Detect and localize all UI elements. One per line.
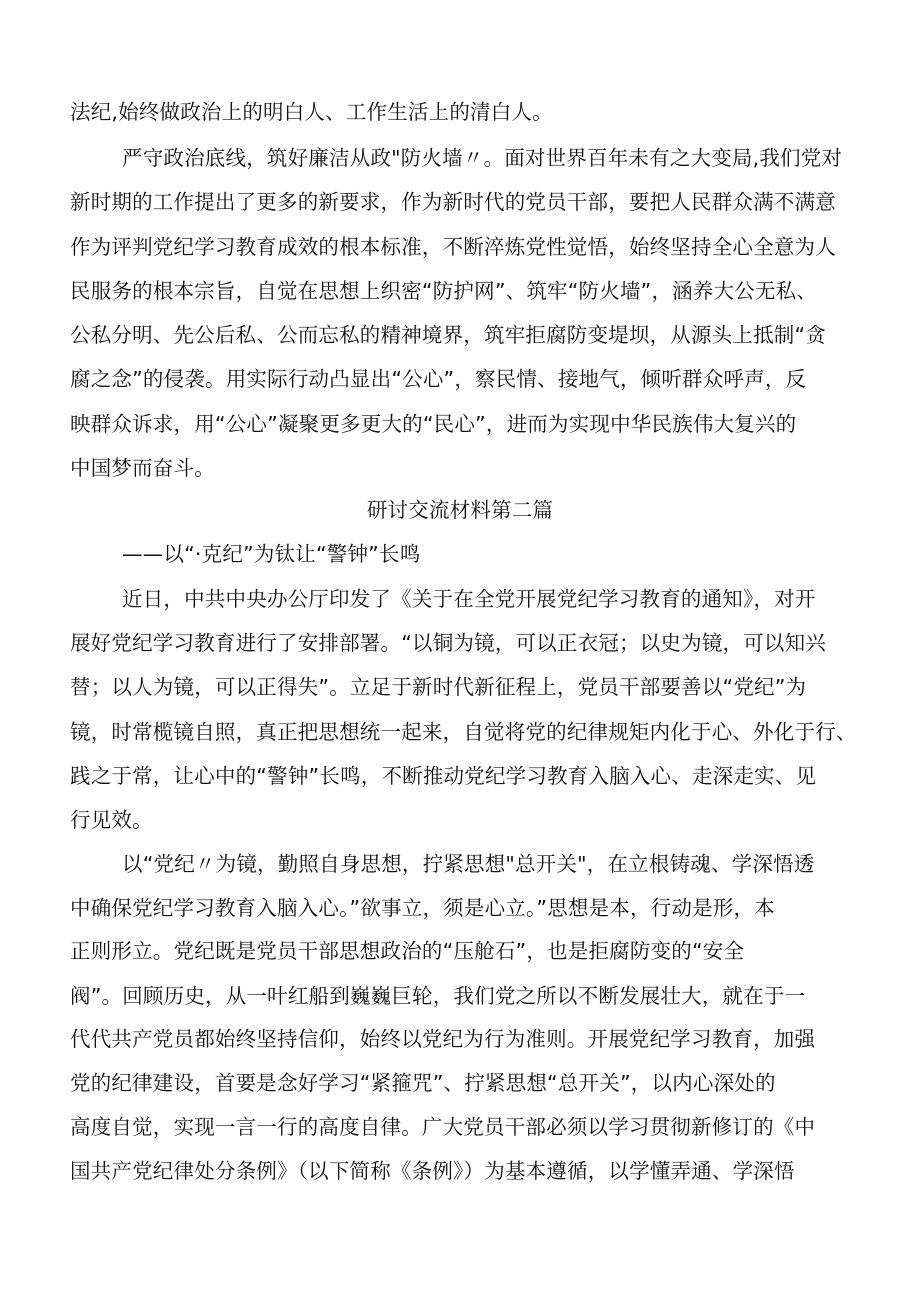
paragraph-line: 腐之念”的侵袭。用实际行动凸显出“公心”，察民情、接地气，倾听群众呼声，反: [70, 367, 807, 391]
paragraph-line: 映群众诉求，用“公心”凝聚更多更大的“民心”，进而为实现中华民族伟大复兴的: [70, 412, 797, 436]
paragraph-line: 以“党纪〃为镜，勤照自身思想，拧紧思想"总开关"，在立根铸魂、学深悟透: [122, 852, 815, 876]
paragraph-line: 民服务的根本宗旨，自觉在思想上织密“防护网”、筑牢“防火墙”，涵养大公无私、: [70, 279, 818, 303]
paragraph-line: 中确保党纪学习教育入脑入心。”欲事立，须是心立。”思想是本，行动是形，本: [70, 896, 775, 920]
paragraph-line: 行见效。: [70, 808, 153, 832]
paragraph-line: 展好党纪学习教育进行了安排部署。“以铜为镜，可以正衣冠；以史为镜，可以知兴: [70, 631, 827, 655]
paragraph-line: 新时期的工作提出了更多的新要求，作为新时代的党员干部，要把人民群众满不满意: [70, 190, 836, 214]
paragraph-line: 近日，中共中央办公厅印发了《关于在全党开展党纪学习教育的通知》，对开: [122, 587, 816, 611]
paragraph-line: 中国梦而奋斗。: [70, 456, 215, 480]
paragraph-line: 替；以人为镜，可以正得失”。立足于新时代新征程上，党员干部要善以“党纪”为: [70, 675, 807, 699]
paragraph-line: 法纪,始终做政治上的明白人、工作生活上的清白人。: [70, 100, 553, 124]
paragraph-line: 高度自觉，实现一言一行的高度自律。广大党员干部必须以学习贯彻新修订的《中: [70, 1115, 816, 1139]
section-title: 研讨交流材料第二篇: [366, 498, 554, 522]
paragraph-line: 严守政治底线，筑好廉洁从政"防火墙〃。面对世界百年未有之大变局,我们党对: [122, 146, 843, 170]
paragraph-line: 作为评判党纪学习教育成效的根本标准，不断淬炼党性觉悟，始终坚持全心全意为人: [70, 235, 836, 259]
paragraph-line: 代代共产党员都始终坚持信仰，始终以党纪为行为准则。开展党纪学习教育，加强: [70, 1027, 816, 1051]
paragraph-line: 阀”。回顾历史，从一叶红船到巍巍巨轮，我们党之所以不断发展壮大，就在于一: [70, 984, 806, 1008]
paragraph-line: 国共产党纪律处分条例》（以下简称《条例》）为基本遵循，以学懂弄通、学深悟: [70, 1159, 795, 1183]
paragraph-line: 镜，时常榄镜自照，真正把思想统一起来，自觉将党的纪律规矩内化于心、外化于行、: [70, 720, 857, 744]
section-subtitle: ——以“·克纪”为钛让“警钟”长鸣: [122, 542, 421, 566]
paragraph-line: 正则形立。党纪既是党员干部思想政治的“压舱石”，也是拒腐防变的“安全: [70, 939, 745, 963]
paragraph-line: 践之于常，让心中的“警钟”长鸣，不断推动党纪学习教育入脑入心、走深走实、见: [70, 764, 817, 788]
paragraph-line: 党的纪律建设，首要是念好学习“紧箍咒”、拧紧思想“总开关”，以内心深处的: [70, 1071, 776, 1095]
paragraph-line: 公私分明、先公后私、公而忘私的精神境界，筑牢拒腐防变堤坝，从源头上抵制“贪: [70, 323, 827, 347]
